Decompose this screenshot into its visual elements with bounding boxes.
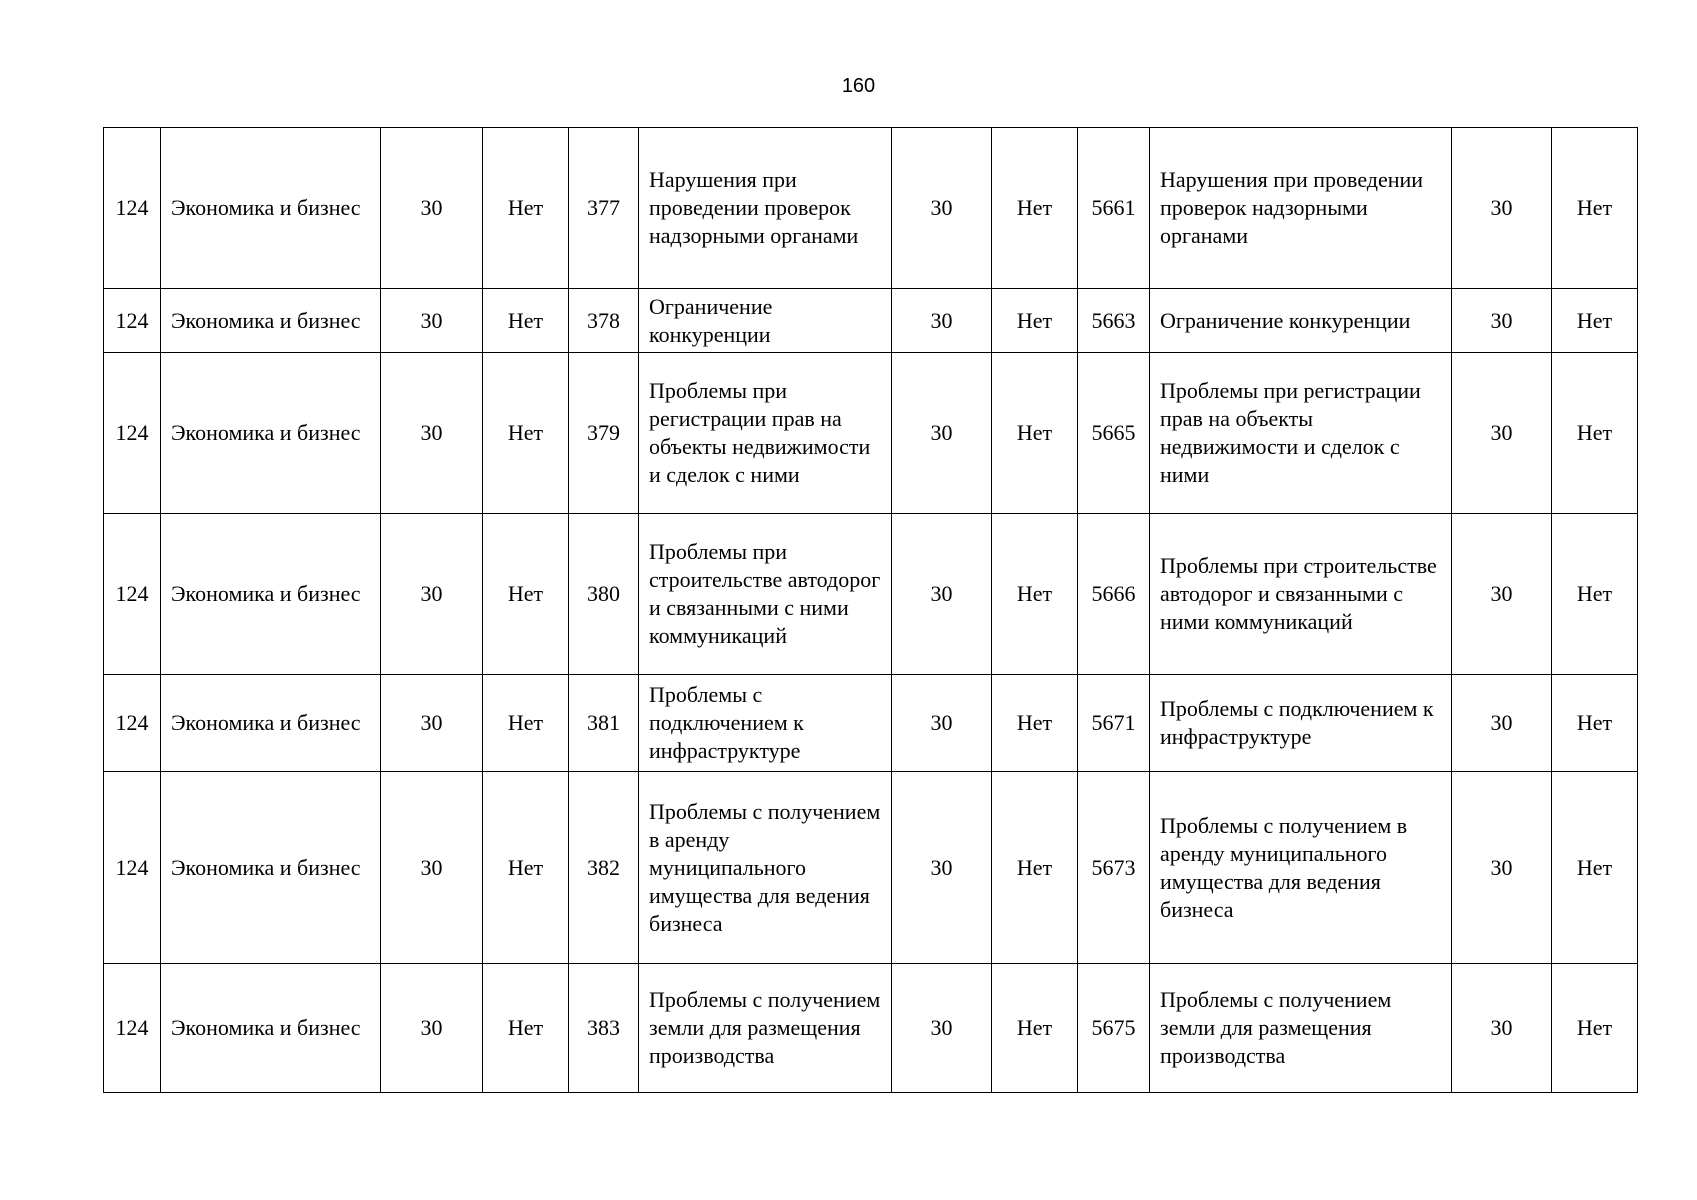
cell-days: 30 (381, 289, 483, 353)
cell-item-id: 5666 (1078, 514, 1150, 675)
cell-sub-days: 30 (892, 128, 992, 289)
cell-item-name: Проблемы с подключением к инфраструктуре (1150, 675, 1452, 772)
cell-item-days: 30 (1452, 353, 1552, 514)
table-row (104, 964, 1638, 1093)
cell-sub-name: Проблемы с получением земли для размещения производства (639, 964, 892, 1093)
cell-days: 30 (381, 675, 483, 772)
cell-days: 30 (381, 772, 483, 964)
cell-item-name: Проблемы при строительстве автодорог и связанными с ними коммуникаций (1150, 514, 1452, 675)
cell-sub-id: 381 (569, 675, 639, 772)
cell-flag: Нет (483, 675, 569, 772)
cell-flag: Нет (483, 964, 569, 1093)
classifier-table (103, 127, 1638, 1093)
cell-days: 30 (381, 353, 483, 514)
cell-item-flag: Нет (1552, 353, 1638, 514)
cell-item-id: 5675 (1078, 964, 1150, 1093)
cell-category: Экономика и бизнес (161, 772, 381, 964)
cell-item-name: Проблемы с получением земли для размещения производства (1150, 964, 1452, 1093)
cell-sub-id: 379 (569, 353, 639, 514)
cell-sub-name: Нарушения при проведении проверок надзорными органами (639, 128, 892, 289)
cell-sub-id: 380 (569, 514, 639, 675)
cell-sub-name: Ограничение конкуренции (639, 289, 892, 353)
cell-flag: Нет (483, 128, 569, 289)
cell-days: 30 (381, 964, 483, 1093)
page-number: 160 (841, 75, 876, 97)
cell-sub-name: Проблемы при регистрации прав на объекты недвижимости и сделок с ними (639, 353, 892, 514)
cell-item-id: 5665 (1078, 353, 1150, 514)
cell-sub-id: 383 (569, 964, 639, 1093)
cell-sub-days: 30 (892, 964, 992, 1093)
cell-sub-name: Проблемы при строительстве автодорог и связанными с ними коммуникаций (639, 514, 892, 675)
cell-sub-name: Проблемы с получением в аренду муниципального имущества для ведения бизнеса (639, 772, 892, 964)
cell-code: 124 (104, 514, 161, 675)
table-row (104, 128, 1638, 289)
cell-sub-days: 30 (892, 675, 992, 772)
cell-flag: Нет (483, 289, 569, 353)
cell-item-name: Ограничение конкуренции (1150, 289, 1452, 353)
cell-item-flag: Нет (1552, 514, 1638, 675)
cell-item-flag: Нет (1552, 964, 1638, 1093)
cell-item-days: 30 (1452, 772, 1552, 964)
cell-code: 124 (104, 353, 161, 514)
cell-sub-flag: Нет (992, 675, 1078, 772)
cell-days: 30 (381, 514, 483, 675)
cell-sub-flag: Нет (992, 353, 1078, 514)
cell-sub-flag: Нет (992, 514, 1078, 675)
cell-item-flag: Нет (1552, 128, 1638, 289)
cell-sub-id: 382 (569, 772, 639, 964)
cell-item-days: 30 (1452, 128, 1552, 289)
cell-item-id: 5673 (1078, 772, 1150, 964)
cell-code: 124 (104, 289, 161, 353)
cell-item-days: 30 (1452, 675, 1552, 772)
cell-item-flag: Нет (1552, 675, 1638, 772)
cell-code: 124 (104, 772, 161, 964)
cell-item-name: Проблемы с получением в аренду муниципального имущества для ведения бизнеса (1150, 772, 1452, 964)
cell-category: Экономика и бизнес (161, 289, 381, 353)
cell-item-name: Нарушения при проведении проверок надзорными органами (1150, 128, 1452, 289)
cell-flag: Нет (483, 772, 569, 964)
cell-sub-id: 378 (569, 289, 639, 353)
cell-item-name: Проблемы при регистрации прав на объекты недвижимости и сделок с ними (1150, 353, 1452, 514)
table-row (104, 675, 1638, 772)
cell-code: 124 (104, 128, 161, 289)
cell-sub-flag: Нет (992, 964, 1078, 1093)
cell-sub-days: 30 (892, 772, 992, 964)
table-row (104, 353, 1638, 514)
cell-code: 124 (104, 964, 161, 1093)
cell-sub-days: 30 (892, 289, 992, 353)
cell-code: 124 (104, 675, 161, 772)
cell-item-flag: Нет (1552, 772, 1638, 964)
cell-flag: Нет (483, 514, 569, 675)
cell-sub-days: 30 (892, 514, 992, 675)
cell-item-flag: Нет (1552, 289, 1638, 353)
cell-sub-flag: Нет (992, 128, 1078, 289)
cell-item-days: 30 (1452, 514, 1552, 675)
cell-item-days: 30 (1452, 289, 1552, 353)
cell-sub-days: 30 (892, 353, 992, 514)
cell-item-id: 5671 (1078, 675, 1150, 772)
cell-days: 30 (381, 128, 483, 289)
cell-sub-name: Проблемы с подключением к инфраструктуре (639, 675, 892, 772)
cell-sub-id: 377 (569, 128, 639, 289)
table-row (104, 772, 1638, 964)
cell-flag: Нет (483, 353, 569, 514)
cell-item-id: 5661 (1078, 128, 1150, 289)
cell-item-days: 30 (1452, 964, 1552, 1093)
cell-category: Экономика и бизнес (161, 675, 381, 772)
cell-item-id: 5663 (1078, 289, 1150, 353)
table-row (104, 514, 1638, 675)
cell-category: Экономика и бизнес (161, 353, 381, 514)
cell-sub-flag: Нет (992, 289, 1078, 353)
table-row (104, 289, 1638, 353)
cell-sub-flag: Нет (992, 772, 1078, 964)
cell-category: Экономика и бизнес (161, 964, 381, 1093)
cell-category: Экономика и бизнес (161, 514, 381, 675)
cell-category: Экономика и бизнес (161, 128, 381, 289)
